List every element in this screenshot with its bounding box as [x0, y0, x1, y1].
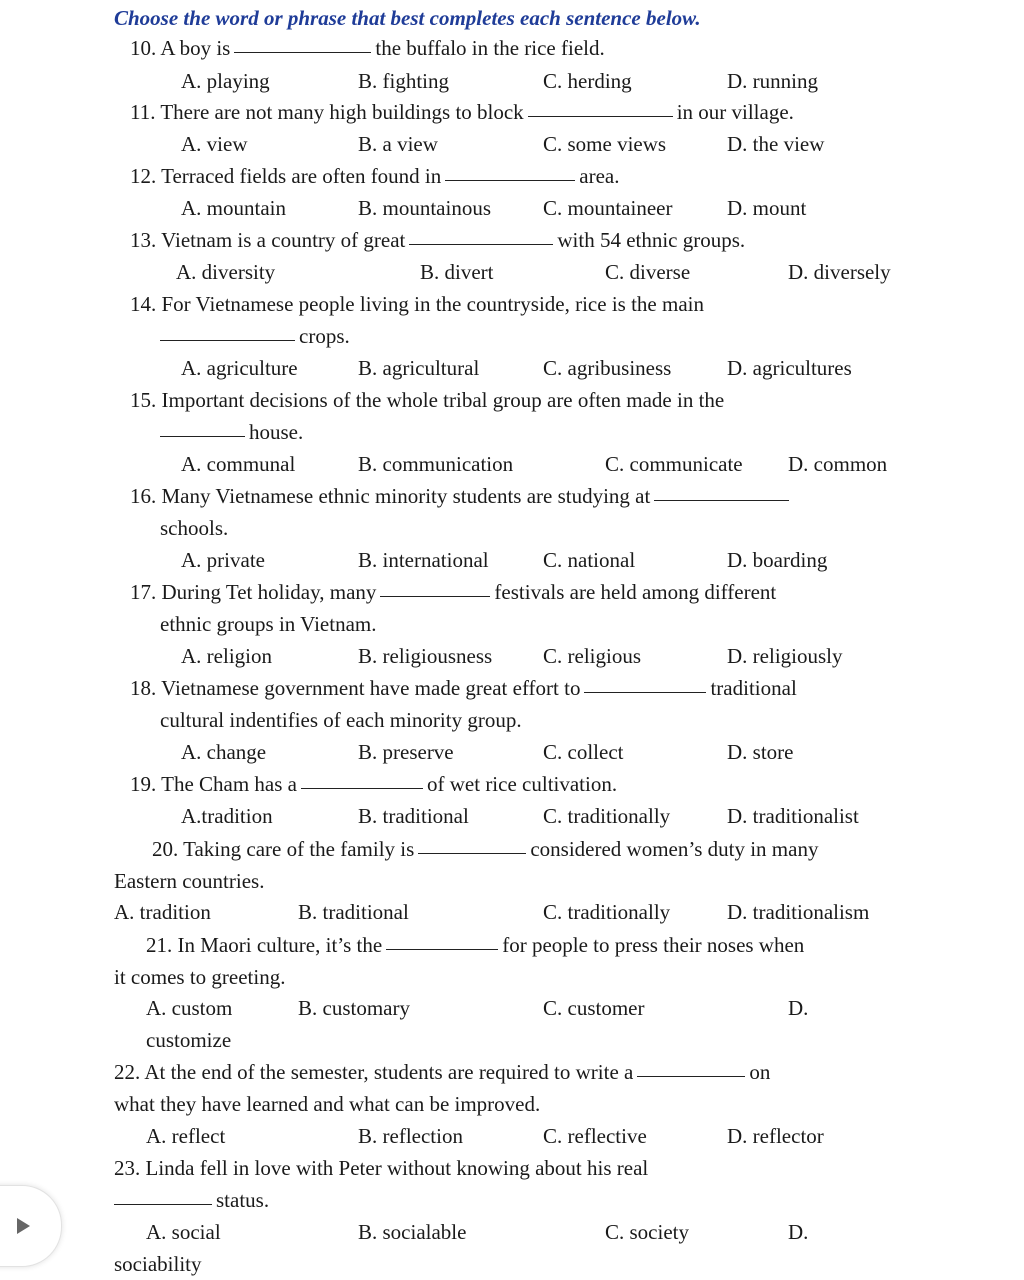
q12-option-c[interactable]: C. mountaineer [543, 196, 673, 220]
q11-end: in our village. [676, 100, 794, 124]
q18-option-c[interactable]: C. collect [543, 740, 624, 764]
q10-end: the buffalo in the rice field. [375, 36, 605, 60]
question-20-cont: Eastern countries. [114, 869, 265, 893]
question-11 [130, 99, 794, 125]
q11-option-b[interactable]: B. a view [358, 132, 438, 156]
q15-option-c[interactable]: C. communicate [605, 452, 743, 476]
q23-option-b[interactable]: B. socialable [358, 1220, 467, 1244]
q13-option-b[interactable]: B. divert [420, 260, 494, 284]
q21-option-b[interactable]: B. customary [298, 996, 410, 1020]
q13-option-a[interactable]: A. diversity [176, 260, 276, 284]
q10-blank [234, 51, 371, 53]
q19-end: of wet rice cultivation. [427, 772, 618, 796]
q22-stem: 22. At the end of the semester, students are required to write a [114, 1060, 634, 1084]
question-21-cont: it comes to greeting. [114, 965, 286, 989]
q14-option-c[interactable]: C. agribusiness [543, 356, 672, 380]
q12-blank [445, 179, 575, 181]
question-15: 15. Important decisions of the whole tribal group are often made in the [130, 388, 725, 412]
q14-option-d[interactable]: D. agricultures [727, 356, 852, 380]
question-23-cont [114, 1187, 269, 1213]
q11-option-d[interactable]: D. the view [727, 132, 825, 156]
q20-blank [418, 852, 526, 854]
q17-option-c[interactable]: C. religious [543, 644, 641, 668]
q22-option-b[interactable]: B. reflection [358, 1124, 463, 1148]
q12-end: area. [579, 164, 620, 188]
q22-option-d[interactable]: D. reflector [727, 1124, 824, 1148]
q23-blank [114, 1203, 212, 1205]
q14-end: crops. [299, 324, 350, 348]
q19-option-b[interactable]: B. traditional [358, 804, 469, 828]
q18-blank [584, 691, 706, 693]
q10-option-a[interactable]: A. playing [181, 69, 270, 93]
question-17 [130, 579, 776, 605]
play-icon [17, 1218, 30, 1234]
question-16 [130, 483, 793, 509]
q14-option-a[interactable]: A. agriculture [181, 356, 298, 380]
question-14-cont [160, 323, 350, 349]
q13-blank [409, 243, 553, 245]
question-22 [114, 1059, 770, 1085]
q20-option-c[interactable]: C. traditionally [543, 900, 671, 924]
q13-option-c[interactable]: C. diverse [605, 260, 691, 284]
q15-blank [160, 435, 245, 437]
question-15-cont [160, 419, 303, 445]
question-12 [130, 163, 620, 189]
q23-option-d-wrap[interactable]: sociability [114, 1252, 202, 1276]
question-21 [146, 932, 804, 958]
q19-blank [301, 787, 423, 789]
question-23: 23. Linda fell in love with Peter without knowing about his real [114, 1156, 649, 1180]
question-18-cont: cultural indentifies of each minority group. [160, 708, 522, 732]
question-10 [130, 35, 605, 61]
q15-option-b[interactable]: B. communication [358, 452, 514, 476]
q12-option-b[interactable]: B. mountainous [358, 196, 492, 220]
q16-blank [654, 499, 789, 501]
q17-end: festivals are held among different [494, 580, 777, 604]
q16-option-c[interactable]: C. national [543, 548, 636, 572]
play-button[interactable] [0, 1185, 62, 1267]
q12-option-d[interactable]: D. mount [727, 196, 807, 220]
q21-option-d-wrap[interactable]: customize [146, 1028, 232, 1052]
q12-option-a[interactable]: A. mountain [181, 196, 286, 220]
q11-option-c[interactable]: C. some views [543, 132, 667, 156]
q12-stem: 12. Terraced fields are often found in [130, 164, 442, 188]
q13-option-d[interactable]: D. diversely [788, 260, 891, 284]
q13-end: with 54 ethnic groups. [557, 228, 746, 252]
q19-stem: 19. The Cham has a [130, 772, 297, 796]
q23-option-c[interactable]: C. society [605, 1220, 689, 1244]
q16-option-d[interactable]: D. boarding [727, 548, 828, 572]
q23-option-d[interactable]: D. [788, 1220, 809, 1244]
q10-option-b[interactable]: B. fighting [358, 69, 450, 93]
q10-option-c[interactable]: C. herding [543, 69, 632, 93]
q21-stem: 21. In Maori culture, it’s the [146, 933, 383, 957]
question-13 [130, 227, 745, 253]
q21-option-a[interactable]: A. custom [146, 996, 233, 1020]
q20-stem: 20. Taking care of the family is [152, 837, 415, 861]
q22-end: on [749, 1060, 771, 1084]
q18-option-a[interactable]: A. change [181, 740, 267, 764]
q22-option-c[interactable]: C. reflective [543, 1124, 647, 1148]
q21-end: for people to press their noses when [502, 933, 805, 957]
q18-option-b[interactable]: B. preserve [358, 740, 454, 764]
q14-option-b[interactable]: B. agricultural [358, 356, 480, 380]
q19-option-c[interactable]: C. traditionally [543, 804, 671, 828]
q22-option-a[interactable]: A. reflect [146, 1124, 226, 1148]
instruction-title: Choose the word or phrase that best completes each sentence below. [114, 6, 701, 30]
q11-stem: 11. There are not many high buildings to block [130, 100, 524, 124]
question-17-cont: ethnic groups in Vietnam. [160, 612, 377, 636]
question-20 [152, 836, 818, 862]
q21-option-c[interactable]: C. customer [543, 996, 645, 1020]
q18-option-d[interactable]: D. store [727, 740, 794, 764]
q20-end: considered women’s duty in many [530, 837, 819, 861]
q17-stem: 17. During Tet holiday, many [130, 580, 377, 604]
q10-option-d[interactable]: D. running [727, 69, 818, 93]
question-19 [130, 771, 617, 797]
q15-option-d[interactable]: D. common [788, 452, 888, 476]
q18-end: traditional [710, 676, 797, 700]
q10-stem: 10. A boy is [130, 36, 231, 60]
q20-option-b[interactable]: B. traditional [298, 900, 409, 924]
q18-stem: 18. Vietnamese government have made great effort to [130, 676, 581, 700]
q17-option-b[interactable]: B. religiousness [358, 644, 493, 668]
q20-option-d[interactable]: D. traditionalism [727, 900, 870, 924]
question-14: 14. For Vietnamese people living in the countryside, rice is the main [130, 292, 704, 316]
q23-end: status. [216, 1188, 270, 1212]
q13-stem: 13. Vietnam is a country of great [130, 228, 406, 252]
q20-option-a[interactable]: A. tradition [114, 900, 211, 924]
q21-blank [386, 948, 498, 950]
question-18 [130, 675, 797, 701]
q15-option-a[interactable]: A. communal [181, 452, 296, 476]
question-22-cont: what they have learned and what can be improved. [114, 1092, 541, 1116]
q23-option-a[interactable]: A. social [146, 1220, 221, 1244]
q15-end: house. [249, 420, 304, 444]
q14-blank [160, 339, 295, 341]
question-16-cont: schools. [160, 516, 229, 540]
q16-option-a[interactable]: A. private [181, 548, 265, 572]
q17-blank [380, 595, 490, 597]
q16-stem: 16. Many Vietnamese ethnic minority students are studying at [130, 484, 651, 508]
q17-option-d[interactable]: D. religiously [727, 644, 843, 668]
q11-blank [528, 115, 673, 117]
q16-option-b[interactable]: B. international [358, 548, 489, 572]
q22-blank [637, 1075, 745, 1077]
q11-option-a[interactable]: A. view [181, 132, 248, 156]
q19-option-d[interactable]: D. traditionalist [727, 804, 859, 828]
q17-option-a[interactable]: A. religion [181, 644, 272, 668]
q21-option-d[interactable]: D. [788, 996, 809, 1020]
q19-option-a[interactable]: A.tradition [181, 804, 273, 828]
